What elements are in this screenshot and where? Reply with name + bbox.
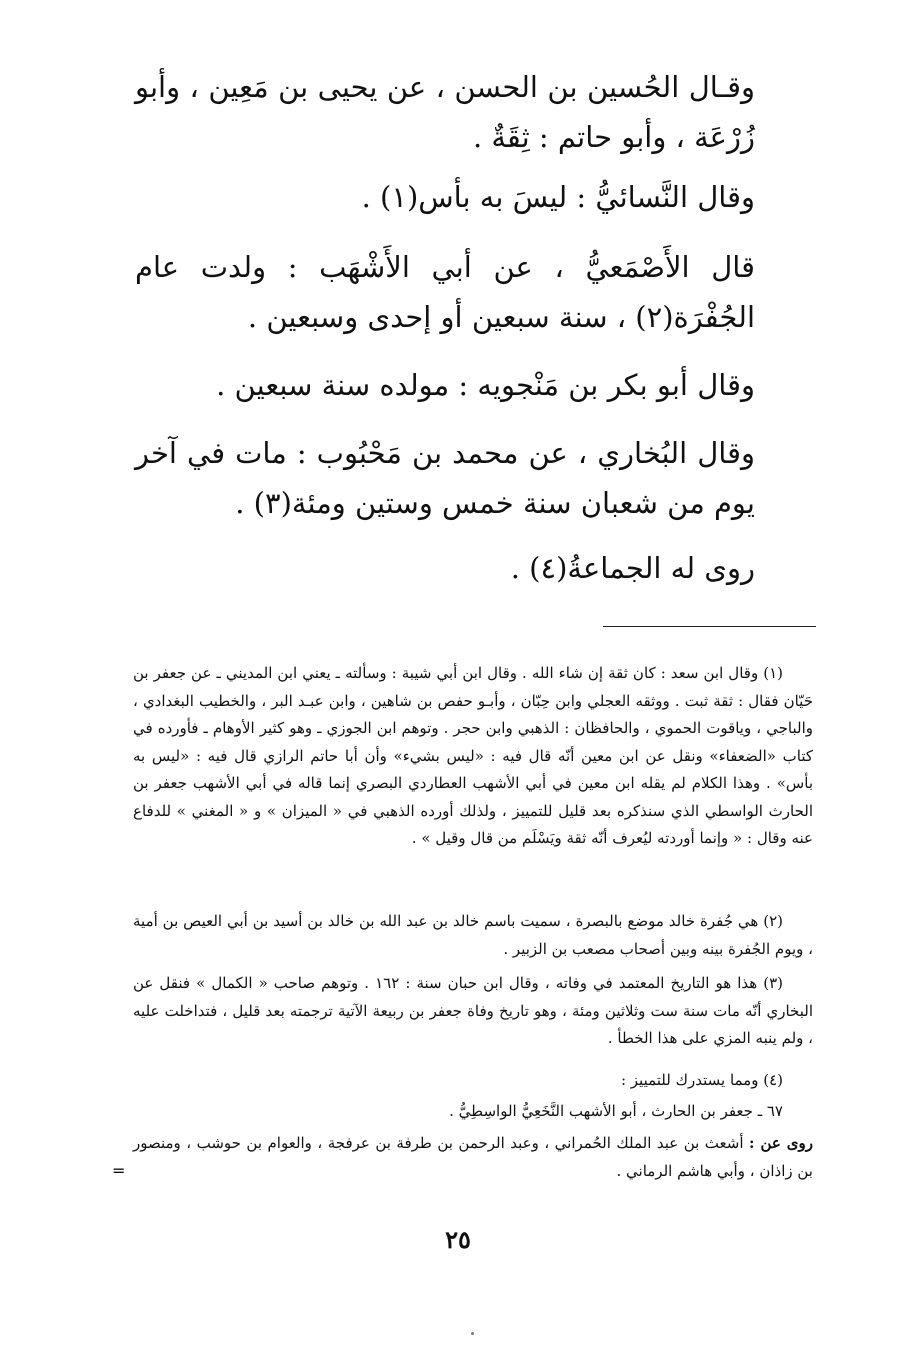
entry-heading: ٦٧ ـ جعفر بن الحارث ، أبو الأشهب النَّخَعِيُّ الواسِطِيُّ . [449,1102,783,1120]
footnote-2: (٢) هي جُفرة خالد موضع بالبصرة ، سميت باسم خالد بن عبد الله بن خالد بن أسيد بن أبي العيص بن أمية ، ويوم الجُفرة بينه وبين أصحاب مصعب بن الزبير . [133,912,813,958]
paragraph-4: وقال أبو بكر بن مَنْجويه : مولده سنة سبعين . [216,368,755,402]
paragraph-2: وقال النَّسائيُّ : ليسَ به بأس(١) . [361,180,755,214]
footnote-1: (١) وقال ابن سعد : كان ثقة إن شاء الله . وقال ابن أبي شيبة : وسألته ـ يعني ابن المديني ـ عن جعفر بن حَيّان فقال : ثقة ثبت . ووثقه العجلي وابن حِبّان ، وأبـو حفص بن شاهين ، وابن عبـد البر ، والخطيب البغدادي ، والباجي ، وياقوت الحموي ، والحافظان : الذهبي وابن حجر . وتوهم ابن الجوزي ـ وهو كثير الأوهام ـ فأورده في كتاب «الضعفاء» ونقل عن ابن معين أنّه قال فيه : «ليس بشيء» وأن أبا حاتم الرازي قال فيه : «ليس به بأس» . وهذا الكلام لم يقله ابن معين في أبي الأشهب العطاردي البصري إنما قاله في أبي الأشهب جعفر بن الحارث الواسطي الذي سنذكره بعد قليل للتمييز ، ولذلك أورده الذهبي في « الميزان » و « المغني » للدفاع عنه وقال : « وإنما أوردته ليُعرف أنّه ثقة ويَسْلَم من قال وقيل » . [133,664,813,847]
scan-dot [471,1332,474,1335]
continuation-mark: = [112,1161,126,1180]
paragraph-5: وقال البُخاري ، عن محمد بن مَحْبُوب : مات في آخر يوم من شعبان سنة خمس وستين ومئة(٣) . [135,436,755,520]
footnote-4: (٤) ومما يستدرك للتمييز : [620,1071,783,1089]
footnote-separator [603,626,816,627]
entry-label: روى عن : [748,1134,813,1152]
paragraph-1: وقـال الحُسين بن الحسن ، عن يحيى بن مَعِين ، وأبو زُرْعَة ، وأبو حاتم : ثِقَةٌ . [135,70,755,154]
paragraph-6: روى له الجماعةُ(٤) . [510,551,755,585]
entry-narrators [133,1130,813,1185]
page-number: ٢٥ [445,1225,471,1254]
paragraph-3: قال الأَصْمَعيُّ ، عن أبي الأَشْهَب : ولدت عام الجُفْرَة(٢) ، سنة سبعين أو إحدى وسبعين . [135,250,755,334]
entry-text: أشعث بن عبد الملك الحُمراني ، وعبد الرحمن بن طرفة بن عرفجة ، والعوام بن حوشب ، ومنصور بن زاذان ، وأبي هاشم الرماني . [133,1134,813,1180]
footnote-3: (٣) هذا هو التاريخ المعتمد في وفاته ، وقال ابن حبان سنة : ١٦٢ . وتوهم صاحب « الكمال » فنقل عن البخاري أنّه مات سنة ست وثلاثين ومئة ، وهو تاريخ وفاة جعفر بن ربيعة الآتية ترجمته بعد قليل ، فتداخلت عليه ، ولم ينبه المزي على هذا الخطأ . [133,974,813,1047]
